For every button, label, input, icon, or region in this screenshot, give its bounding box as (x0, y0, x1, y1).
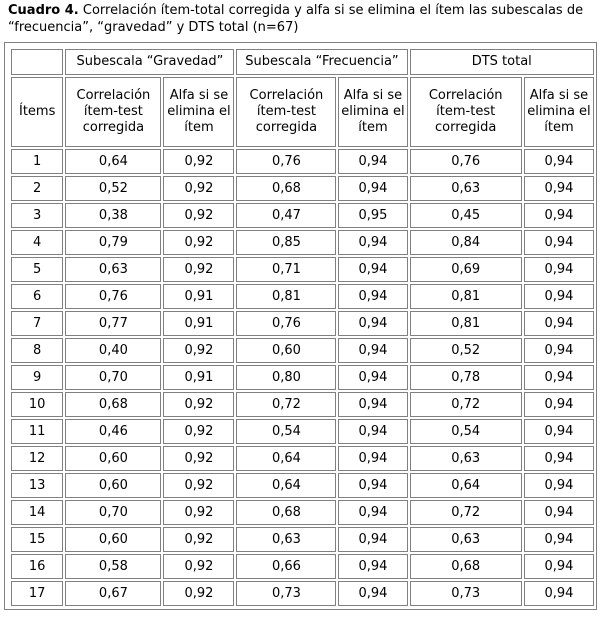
item-number-cell: 14 (11, 500, 63, 525)
gravedad-alfa-cell: 0,92 (163, 230, 234, 255)
frecuencia-corr-cell: 0,64 (236, 446, 336, 471)
gravedad-corr-cell: 0,76 (65, 284, 161, 309)
gravedad-corr-cell: 0,70 (65, 500, 161, 525)
frecuencia-alfa-cell: 0,94 (338, 311, 407, 336)
total-alfa-cell: 0,94 (524, 581, 594, 606)
table-row (11, 581, 594, 606)
total-corr-cell: 0,52 (410, 338, 522, 363)
table-row (11, 230, 594, 255)
total-alfa-cell: 0,94 (524, 284, 594, 309)
item-number-cell: 6 (11, 284, 63, 309)
frecuencia-alfa-cell: 0,94 (338, 392, 407, 417)
table-row (11, 149, 594, 174)
gravedad-corr-cell: 0,40 (65, 338, 161, 363)
frecuencia-corr-cell: 0,76 (236, 311, 336, 336)
table-row (11, 446, 594, 471)
gravedad-alfa-cell: 0,92 (163, 500, 234, 525)
frecuencia-corr-header: Correlación ítem-test corregida (236, 77, 336, 147)
total-corr-cell: 0,72 (410, 500, 522, 525)
frecuencia-corr-cell: 0,81 (236, 284, 336, 309)
total-corr-cell: 0,84 (410, 230, 522, 255)
table-caption (8, 2, 600, 36)
gravedad-alfa-cell: 0,92 (163, 392, 234, 417)
gravedad-alfa-header: Alfa si se elimina el ítem (163, 77, 234, 147)
total-corr-cell: 0,72 (410, 392, 522, 417)
gravedad-corr-cell: 0,38 (65, 203, 161, 228)
group-header-gravedad: Subescala “Gravedad” (65, 49, 234, 75)
total-corr-cell: 0,45 (410, 203, 522, 228)
gravedad-alfa-cell: 0,92 (163, 149, 234, 174)
total-alfa-cell: 0,94 (524, 203, 594, 228)
frecuencia-alfa-cell: 0,94 (338, 257, 407, 282)
gravedad-corr-cell: 0,63 (65, 257, 161, 282)
gravedad-alfa-cell: 0,92 (163, 176, 234, 201)
gravedad-alfa-cell: 0,92 (163, 257, 234, 282)
total-corr-cell: 0,76 (410, 149, 522, 174)
frecuencia-corr-cell: 0,60 (236, 338, 336, 363)
gravedad-alfa-cell: 0,92 (163, 419, 234, 444)
total-corr-cell: 0,64 (410, 473, 522, 498)
total-alfa-cell: 0,94 (524, 527, 594, 552)
item-number-cell: 4 (11, 230, 63, 255)
frecuencia-alfa-cell: 0,94 (338, 527, 407, 552)
total-alfa-cell: 0,94 (524, 473, 594, 498)
frecuencia-alfa-cell: 0,94 (338, 473, 407, 498)
frecuencia-alfa-cell: 0,94 (338, 338, 407, 363)
group-header-dts-total: DTS total (410, 49, 595, 75)
table-row (11, 203, 594, 228)
table-body (11, 49, 594, 606)
gravedad-corr-cell: 0,67 (65, 581, 161, 606)
frecuencia-alfa-cell: 0,94 (338, 500, 407, 525)
item-number-cell: 3 (11, 203, 63, 228)
gravedad-alfa-cell: 0,92 (163, 554, 234, 579)
table-row (11, 392, 594, 417)
gravedad-corr-cell: 0,52 (65, 176, 161, 201)
gravedad-alfa-cell: 0,91 (163, 284, 234, 309)
frecuencia-alfa-cell: 0,94 (338, 581, 407, 606)
table-row (11, 527, 594, 552)
header-row-groups (11, 49, 594, 75)
gravedad-alfa-cell: 0,91 (163, 365, 234, 390)
total-corr-cell: 0,81 (410, 284, 522, 309)
table-row (11, 554, 594, 579)
total-corr-header: Correlación ítem-test corregida (410, 77, 522, 147)
total-corr-cell: 0,63 (410, 527, 522, 552)
gravedad-corr-cell: 0,58 (65, 554, 161, 579)
gravedad-corr-cell: 0,60 (65, 446, 161, 471)
frecuencia-alfa-cell: 0,94 (338, 446, 407, 471)
gravedad-corr-cell: 0,64 (65, 149, 161, 174)
frecuencia-alfa-cell: 0,94 (338, 554, 407, 579)
frecuencia-corr-cell: 0,68 (236, 176, 336, 201)
group-header-frecuencia: Subescala “Frecuencia” (236, 49, 407, 75)
gravedad-corr-header: Correlación ítem-test corregida (65, 77, 161, 147)
gravedad-corr-cell: 0,68 (65, 392, 161, 417)
gravedad-corr-cell: 0,77 (65, 311, 161, 336)
total-corr-cell: 0,69 (410, 257, 522, 282)
caption-label: Cuadro 4. (8, 3, 79, 18)
frecuencia-alfa-cell: 0,94 (338, 365, 407, 390)
total-corr-cell: 0,63 (410, 176, 522, 201)
item-number-cell: 16 (11, 554, 63, 579)
total-alfa-cell: 0,94 (524, 311, 594, 336)
item-number-cell: 17 (11, 581, 63, 606)
item-number-cell: 1 (11, 149, 63, 174)
total-corr-cell: 0,73 (410, 581, 522, 606)
table-row (11, 311, 594, 336)
frecuencia-alfa-cell: 0,94 (338, 230, 407, 255)
frecuencia-alfa-cell: 0,94 (338, 284, 407, 309)
item-number-cell: 12 (11, 446, 63, 471)
table-row (11, 284, 594, 309)
gravedad-corr-cell: 0,79 (65, 230, 161, 255)
table-row (11, 365, 594, 390)
frecuencia-alfa-cell: 0,94 (338, 176, 407, 201)
frecuencia-corr-cell: 0,73 (236, 581, 336, 606)
gravedad-alfa-cell: 0,92 (163, 446, 234, 471)
header-row-columns (11, 77, 594, 147)
frecuencia-corr-cell: 0,68 (236, 500, 336, 525)
frecuencia-corr-cell: 0,66 (236, 554, 336, 579)
table-row (11, 257, 594, 282)
total-alfa-cell: 0,94 (524, 230, 594, 255)
total-corr-cell: 0,63 (410, 446, 522, 471)
frecuencia-corr-cell: 0,71 (236, 257, 336, 282)
frecuencia-alfa-cell: 0,94 (338, 419, 407, 444)
gravedad-alfa-cell: 0,92 (163, 473, 234, 498)
gravedad-corr-cell: 0,60 (65, 527, 161, 552)
frecuencia-corr-cell: 0,72 (236, 392, 336, 417)
table-row (11, 419, 594, 444)
item-number-cell: 15 (11, 527, 63, 552)
gravedad-alfa-cell: 0,92 (163, 581, 234, 606)
gravedad-corr-cell: 0,46 (65, 419, 161, 444)
total-alfa-cell: 0,94 (524, 176, 594, 201)
gravedad-alfa-cell: 0,92 (163, 338, 234, 363)
frecuencia-corr-cell: 0,64 (236, 473, 336, 498)
total-corr-cell: 0,78 (410, 365, 522, 390)
total-alfa-cell: 0,94 (524, 338, 594, 363)
total-alfa-cell: 0,94 (524, 419, 594, 444)
table-row (11, 500, 594, 525)
data-table (9, 47, 596, 608)
total-alfa-cell: 0,94 (524, 392, 594, 417)
item-number-cell: 13 (11, 473, 63, 498)
item-number-cell: 10 (11, 392, 63, 417)
total-alfa-cell: 0,94 (524, 365, 594, 390)
total-corr-cell: 0,68 (410, 554, 522, 579)
total-alfa-cell: 0,94 (524, 446, 594, 471)
total-alfa-header: Alfa si se elimina el ítem (524, 77, 594, 147)
table-row (11, 473, 594, 498)
frecuencia-corr-cell: 0,80 (236, 365, 336, 390)
frecuencia-alfa-cell: 0,95 (338, 203, 407, 228)
item-number-cell: 11 (11, 419, 63, 444)
frecuencia-corr-cell: 0,63 (236, 527, 336, 552)
table-row (11, 338, 594, 363)
total-alfa-cell: 0,94 (524, 257, 594, 282)
gravedad-corr-cell: 0,60 (65, 473, 161, 498)
gravedad-corr-cell: 0,70 (65, 365, 161, 390)
item-number-cell: 8 (11, 338, 63, 363)
item-number-cell: 7 (11, 311, 63, 336)
total-alfa-cell: 0,94 (524, 500, 594, 525)
total-corr-cell: 0,81 (410, 311, 522, 336)
gravedad-alfa-cell: 0,92 (163, 527, 234, 552)
item-number-cell: 2 (11, 176, 63, 201)
frecuencia-alfa-header: Alfa si se elimina el ítem (338, 77, 407, 147)
table-row (11, 176, 594, 201)
table-frame (4, 42, 597, 610)
frecuencia-corr-cell: 0,47 (236, 203, 336, 228)
frecuencia-corr-cell: 0,76 (236, 149, 336, 174)
items-header: Ítems (11, 77, 63, 147)
gravedad-alfa-cell: 0,92 (163, 203, 234, 228)
header-corner (11, 49, 63, 75)
gravedad-alfa-cell: 0,91 (163, 311, 234, 336)
item-number-cell: 5 (11, 257, 63, 282)
frecuencia-alfa-cell: 0,94 (338, 149, 407, 174)
total-corr-cell: 0,54 (410, 419, 522, 444)
caption-text: Correlación ítem-total corregida y alfa si se elimina el ítem las subescalas de “frecuencia”, “gravedad” y DTS total (n=67) (8, 3, 584, 35)
frecuencia-corr-cell: 0,54 (236, 419, 336, 444)
item-number-cell: 9 (11, 365, 63, 390)
frecuencia-corr-cell: 0,85 (236, 230, 336, 255)
total-alfa-cell: 0,94 (524, 554, 594, 579)
total-alfa-cell: 0,94 (524, 149, 594, 174)
